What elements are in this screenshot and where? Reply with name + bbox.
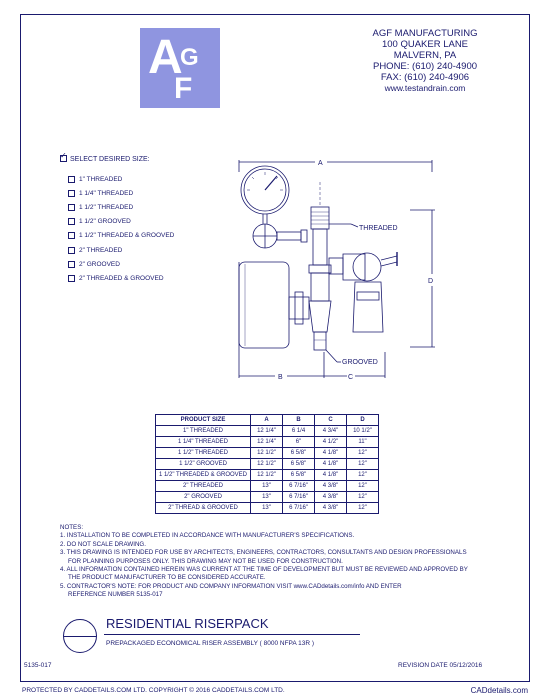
drawing-subtitle: PREPACKAGED ECONOMICAL RISER ASSEMBLY ( 8000 NFPA 13R ) [106,640,315,647]
header-a: A [251,415,283,426]
riser-body [313,229,327,265]
size-option-1-1-2-threaded-grooved[interactable]: 1 1/2" THREADED & GROOVED [68,229,174,243]
table-row: 1 1/2" THREADED & GROOVED 12 1/2" 6 5/8" 4 1/8" 12" [156,470,379,481]
table-row: 2" THREAD & GROOVED 13" 6 7/16" 4 3/8" 12" [156,503,379,514]
riser-assembly-drawing [225,152,445,387]
copyright-text: PROTECTED BY CADDETAILS.COM LTD. COPYRIGHT © 2016 CADDETAILS.COM LTD. [22,687,285,694]
checkbox-icon[interactable] [68,247,75,254]
riser-top-threaded [311,207,329,229]
company-phone: PHONE: (610) 240-4900 [372,61,478,72]
riser-bottom-grooved [314,332,326,350]
dim-a-label: A [318,160,323,167]
note-line: 1. INSTALLATION TO BE COMPLETED IN ACCORDANCE WITH MANUFACTURER'S SPECIFICATIONS. [60,532,355,540]
company-info [330,28,520,94]
revision-date: REVISION DATE 05/12/2016 [398,662,483,669]
note-line: FOR PLANNING PURPOSES ONLY. THIS DRAWING MAY NOT BE USED FOR CONSTRUCTION. [68,557,343,565]
dim-c-label: C [348,374,354,381]
threaded-callout: THREADED [359,225,398,232]
table-row: 1 1/2" GROOVED 12 1/2" 6 5/8" 4 1/8" 12" [156,459,379,470]
size-option-1-1-4-threaded[interactable]: 1 1/4" THREADED [68,186,174,200]
title-block [60,612,500,660]
size-option-2-grooved[interactable]: 2" GROOVED [68,257,174,271]
note-line: REFERENCE NUMBER 5135-017 [68,591,163,599]
dim-d-label: D [428,278,434,285]
dim-b-label: B [278,374,283,381]
table-row: 1" THREADED 12 1/4" 6 1/4 4 3/4" 10 1/2" [156,426,379,437]
title-block-circle-icon [63,619,97,653]
gauge-needle [265,176,277,190]
footer [20,684,530,698]
grooved-leader [326,350,337,362]
agf-logo: A G F [140,28,220,108]
header-d: D [347,415,379,426]
select-size-title: ✓SELECT DESIRED SIZE: [60,155,150,163]
checkbox-icon[interactable] [68,275,75,282]
note-line: 3. THIS DRAWING IS INTENDED FOR USE BY ARCHITECTS, ENGINEERS, CONTRACTORS, CONSULTANTS AND DESIGN PROFESSIONALS [60,549,467,557]
caddetails-link[interactable]: CADdetails.com [470,686,528,695]
checkbox-icon[interactable] [68,190,75,197]
company-name: AGF MANUFACTURING [372,28,478,39]
table-row: 2" GROOVED 13" 6 7/16" 4 3/8" 12" [156,492,379,503]
checkbox-icon[interactable] [68,232,75,239]
note-line: 5. CONTRACTOR'S NOTE: FOR PRODUCT AND COMPANY INFORMATION VISIT www.CADdetails.com/info AND ENTER [60,582,402,590]
reference-number: 5135-017 [24,662,52,669]
table-row: 1 1/4" THREADED 12 1/4" 6" 4 1/2" 11" [156,437,379,448]
size-option-1-1-2-threaded[interactable]: 1 1/2" THREADED [68,200,174,214]
header-product-size: PRODUCT SIZE [156,415,251,426]
drain-valve-icon [353,253,381,281]
header-c: C [315,415,347,426]
table-row: 1 1/2" THREADED 12 1/2" 6 5/8" 4 1/8" 12" [156,448,379,459]
company-city: MALVERN, PA [393,50,457,61]
checkmark-icon [60,155,67,162]
note-line: 2. DO NOT SCALE DRAWING. [60,540,146,548]
header-b: B [283,415,315,426]
dimension-table [155,414,379,514]
note-line: 4. ALL INFORMATION CONTAINED HEREIN WAS CURRENT AT THE TIME OF DEVELOPMENT BUT MUST BE REVIEWED AND APPROVED BY [60,566,468,574]
size-checkbox-list [68,172,174,286]
checkbox-icon[interactable] [68,218,75,225]
size-option-2-threaded[interactable]: 2" THREADED [68,243,174,257]
flow-switch-housing [239,262,289,348]
drawing-title: RESIDENTIAL RISERPACK [106,616,269,631]
checkbox-icon[interactable] [68,176,75,183]
size-option-1-threaded[interactable]: 1" THREADED [68,172,174,186]
title-rule [104,634,360,635]
riser-flow-switch-body [311,273,329,301]
company-website: www.testandrain.com [384,83,466,93]
grooved-callout: GROOVED [342,359,378,366]
table-header-row [156,415,379,426]
drain-valve-handle [381,256,397,260]
notes-title: NOTES: [60,524,84,531]
company-fax: FAX: (610) 240-4906 [380,72,470,83]
size-option-2-threaded-grooved[interactable]: 2" THREADED & GROOVED [68,271,174,285]
checkbox-icon[interactable] [68,261,75,268]
size-option-1-1-2-grooved[interactable]: 1 1/2" GROOVED [68,215,174,229]
company-street: 100 QUAKER LANE [381,39,469,50]
table-row: 2" THREADED 13" 6 7/16" 4 3/8" 12" [156,481,379,492]
notes-section [60,524,500,600]
note-line: THE PRODUCT MANUFACTURER TO BE CONSIDERED ACCURATE. [68,574,266,582]
checkbox-icon[interactable] [68,204,75,211]
